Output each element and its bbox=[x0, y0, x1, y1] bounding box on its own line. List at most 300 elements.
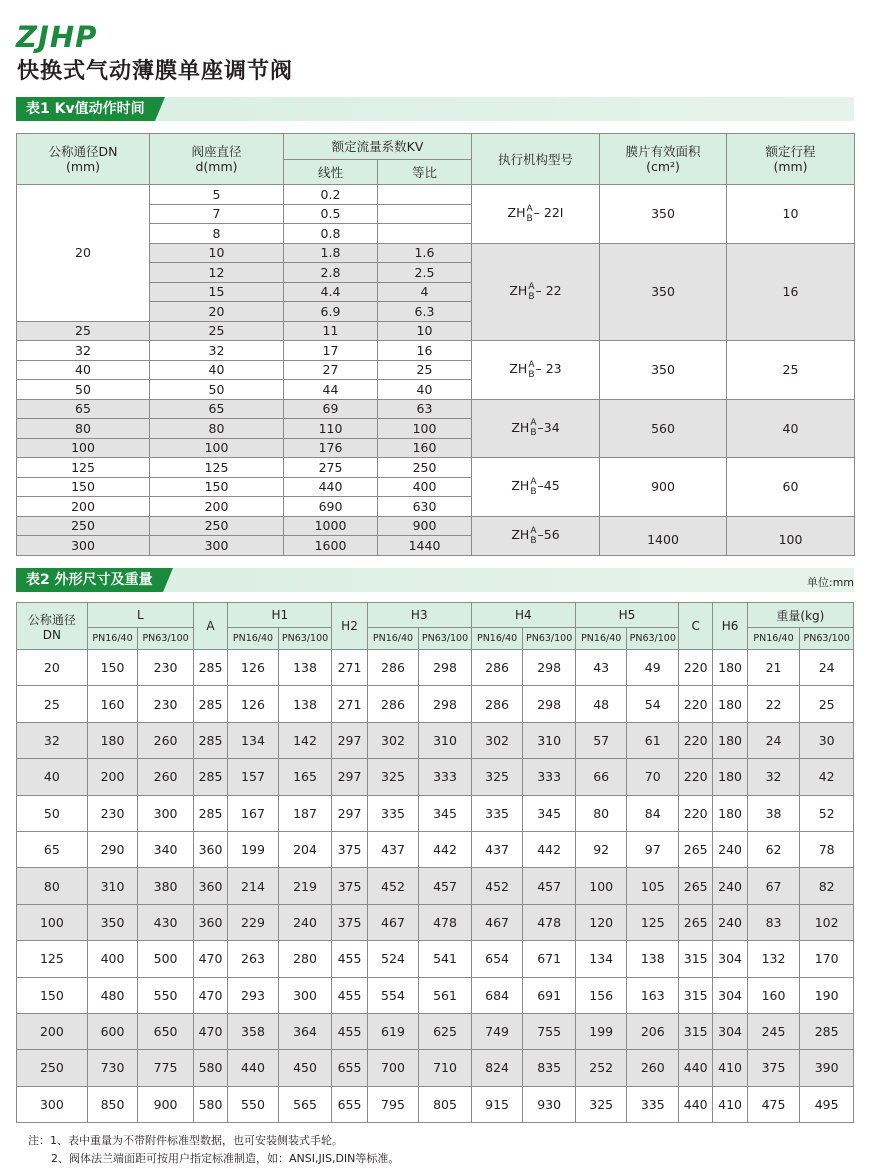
header-H4: H4 bbox=[471, 603, 575, 628]
cell-d: 300 bbox=[150, 536, 284, 556]
table-cell: 335 bbox=[471, 795, 523, 831]
table-cell: 600 bbox=[87, 1013, 138, 1049]
table-cell: 304 bbox=[713, 977, 747, 1013]
table-cell: 565 bbox=[278, 1086, 332, 1122]
subheader-pn63: PN63/100 bbox=[627, 628, 679, 650]
table-cell: 300 bbox=[138, 795, 194, 831]
table-cell: 835 bbox=[523, 1050, 576, 1086]
table-cell: 80 bbox=[17, 868, 88, 904]
table-cell: 470 bbox=[193, 977, 227, 1013]
header-dn: 公称通径 DN bbox=[17, 603, 88, 650]
table-cell: 580 bbox=[193, 1086, 227, 1122]
table-cell: 204 bbox=[278, 831, 332, 867]
table-cell: 83 bbox=[747, 904, 800, 940]
table-cell: 285 bbox=[193, 722, 227, 758]
cell-area: 350 bbox=[600, 185, 727, 244]
cell-eq: 16 bbox=[378, 341, 472, 361]
cell-dn: 20 bbox=[17, 185, 150, 322]
table-cell: 290 bbox=[87, 831, 138, 867]
table-cell: 97 bbox=[627, 831, 679, 867]
header-H2: H2 bbox=[332, 603, 367, 650]
cell-dn: 200 bbox=[17, 497, 150, 517]
table-cell: 302 bbox=[367, 722, 419, 758]
table-cell: 240 bbox=[713, 868, 747, 904]
table-cell: 285 bbox=[800, 1013, 854, 1049]
table-cell: 315 bbox=[679, 941, 713, 977]
table-cell: 900 bbox=[138, 1086, 194, 1122]
cell-lin: 69 bbox=[284, 399, 378, 419]
table-row bbox=[17, 977, 854, 1013]
table-cell: 524 bbox=[367, 941, 419, 977]
table-cell: 452 bbox=[367, 868, 419, 904]
table-cell: 304 bbox=[713, 941, 747, 977]
table-cell: 440 bbox=[679, 1086, 713, 1122]
cell-dn: 25 bbox=[17, 321, 150, 341]
cell-eq: 1440 bbox=[378, 536, 472, 556]
table-cell: 380 bbox=[138, 868, 194, 904]
table-cell: 302 bbox=[471, 722, 523, 758]
table-cell: 21 bbox=[747, 650, 800, 686]
table-cell: 700 bbox=[367, 1050, 419, 1086]
table-cell: 298 bbox=[523, 686, 576, 722]
cell-lin: 27 bbox=[284, 360, 378, 380]
cell-d: 7 bbox=[150, 204, 284, 224]
cell-eq: 100 bbox=[378, 419, 472, 439]
table-cell: 470 bbox=[193, 1013, 227, 1049]
table-cell: 52 bbox=[800, 795, 854, 831]
cell-d: 32 bbox=[150, 341, 284, 361]
subheader-pn63: PN63/100 bbox=[800, 628, 854, 650]
cell-d: 40 bbox=[150, 360, 284, 380]
table-cell: 157 bbox=[228, 759, 279, 795]
cell-area: 350 bbox=[600, 243, 727, 341]
table-cell: 150 bbox=[17, 977, 88, 1013]
header-A: A bbox=[193, 603, 227, 650]
cell-d: 50 bbox=[150, 380, 284, 400]
table-cell: 410 bbox=[713, 1086, 747, 1122]
cell-dn: 150 bbox=[17, 477, 150, 497]
table-cell: 240 bbox=[278, 904, 332, 940]
table-cell: 297 bbox=[332, 795, 367, 831]
table-row bbox=[17, 831, 854, 867]
table-cell: 360 bbox=[193, 904, 227, 940]
table-cell: 80 bbox=[575, 795, 627, 831]
table-row bbox=[17, 185, 855, 205]
cell-stroke: 16 bbox=[727, 243, 855, 341]
table-cell: 32 bbox=[747, 759, 800, 795]
kv-table bbox=[16, 133, 855, 556]
table-cell: 550 bbox=[228, 1086, 279, 1122]
subheader-pn16: PN16/40 bbox=[575, 628, 627, 650]
cell-lin: 6.9 bbox=[284, 302, 378, 322]
table-cell: 467 bbox=[471, 904, 523, 940]
table-cell: 286 bbox=[367, 686, 419, 722]
section-bar-table2 bbox=[16, 568, 854, 592]
table-cell: 126 bbox=[228, 686, 279, 722]
table-cell: 38 bbox=[747, 795, 800, 831]
table-cell: 265 bbox=[679, 868, 713, 904]
table-cell: 410 bbox=[713, 1050, 747, 1086]
subheader-pn16: PN16/40 bbox=[228, 628, 279, 650]
table-cell: 61 bbox=[627, 722, 679, 758]
table-cell: 824 bbox=[471, 1050, 523, 1086]
header-kv: 额定流量系数KV bbox=[284, 134, 472, 160]
table-cell: 480 bbox=[87, 977, 138, 1013]
header-equal: 等比 bbox=[378, 160, 472, 185]
table-cell: 32 bbox=[17, 722, 88, 758]
table-cell: 126 bbox=[228, 650, 279, 686]
cell-eq bbox=[378, 185, 472, 205]
table-cell: 300 bbox=[278, 977, 332, 1013]
table-cell: 467 bbox=[367, 904, 419, 940]
cell-d: 15 bbox=[150, 282, 284, 302]
table-cell: 298 bbox=[523, 650, 576, 686]
table-cell: 710 bbox=[419, 1050, 472, 1086]
cell-lin: 110 bbox=[284, 419, 378, 439]
table-cell: 252 bbox=[575, 1050, 627, 1086]
table-cell: 163 bbox=[627, 977, 679, 1013]
subheader-pn63: PN63/100 bbox=[419, 628, 472, 650]
table-cell: 749 bbox=[471, 1013, 523, 1049]
table-cell: 70 bbox=[627, 759, 679, 795]
table-cell: 310 bbox=[87, 868, 138, 904]
table-cell: 180 bbox=[713, 686, 747, 722]
table-cell: 335 bbox=[367, 795, 419, 831]
table-cell: 62 bbox=[747, 831, 800, 867]
table-cell: 132 bbox=[747, 941, 800, 977]
table-cell: 285 bbox=[193, 686, 227, 722]
table-cell: 263 bbox=[228, 941, 279, 977]
table-row bbox=[17, 341, 855, 361]
table-cell: 500 bbox=[138, 941, 194, 977]
table-cell: 180 bbox=[713, 722, 747, 758]
table-cell: 265 bbox=[679, 831, 713, 867]
table-cell: 437 bbox=[367, 831, 419, 867]
table-cell: 180 bbox=[713, 759, 747, 795]
cell-lin: 17 bbox=[284, 341, 378, 361]
cell-dn: 65 bbox=[17, 399, 150, 419]
header-C: C bbox=[679, 603, 713, 650]
table-cell: 214 bbox=[228, 868, 279, 904]
cell-d: 12 bbox=[150, 263, 284, 283]
table-cell: 550 bbox=[138, 977, 194, 1013]
table-cell: 333 bbox=[523, 759, 576, 795]
table-cell: 310 bbox=[523, 722, 576, 758]
table-cell: 25 bbox=[800, 686, 854, 722]
cell-eq bbox=[378, 204, 472, 224]
subheader-pn16: PN16/40 bbox=[471, 628, 523, 650]
table-cell: 775 bbox=[138, 1050, 194, 1086]
header-L: L bbox=[87, 603, 193, 628]
cell-dn: 50 bbox=[17, 380, 150, 400]
table-cell: 478 bbox=[523, 904, 576, 940]
table-cell: 655 bbox=[332, 1086, 367, 1122]
table-cell: 120 bbox=[575, 904, 627, 940]
table-cell: 360 bbox=[193, 831, 227, 867]
cell-eq: 1.6 bbox=[378, 243, 472, 263]
table-cell: 49 bbox=[627, 650, 679, 686]
table-cell: 25 bbox=[17, 686, 88, 722]
subheader-pn63: PN63/100 bbox=[523, 628, 576, 650]
table-cell: 619 bbox=[367, 1013, 419, 1049]
header-area: 膜片有效面积 (cm²) bbox=[600, 134, 727, 185]
table-cell: 200 bbox=[87, 759, 138, 795]
cell-actuator-model: ZHA B–56 bbox=[472, 516, 600, 555]
dimension-table bbox=[16, 602, 854, 1123]
table-cell: 298 bbox=[419, 686, 472, 722]
table-cell: 142 bbox=[278, 722, 332, 758]
cell-lin: 1600 bbox=[284, 536, 378, 556]
table-row bbox=[17, 1013, 854, 1049]
table-cell: 230 bbox=[138, 650, 194, 686]
table-row bbox=[17, 399, 855, 419]
cell-dn: 32 bbox=[17, 341, 150, 361]
table-cell: 437 bbox=[471, 831, 523, 867]
table-cell: 271 bbox=[332, 686, 367, 722]
footnote-1: 注：1、表中重量为不带附件标准型数据，也可安装侧装式手轮。 bbox=[28, 1134, 343, 1147]
subheader-pn16: PN16/40 bbox=[87, 628, 138, 650]
table-cell: 495 bbox=[800, 1086, 854, 1122]
table-cell: 358 bbox=[228, 1013, 279, 1049]
cell-stroke: 25 bbox=[727, 341, 855, 400]
table-cell: 580 bbox=[193, 1050, 227, 1086]
table-cell: 200 bbox=[17, 1013, 88, 1049]
table-cell: 554 bbox=[367, 977, 419, 1013]
table-cell: 42 bbox=[800, 759, 854, 795]
cell-lin: 1.8 bbox=[284, 243, 378, 263]
header-dn: 公称通径DN (mm) bbox=[17, 134, 150, 185]
table-cell: 220 bbox=[679, 722, 713, 758]
table-cell: 187 bbox=[278, 795, 332, 831]
table-cell: 375 bbox=[747, 1050, 800, 1086]
table-cell: 286 bbox=[367, 650, 419, 686]
table-row bbox=[17, 516, 855, 536]
table-cell: 650 bbox=[138, 1013, 194, 1049]
cell-d: 200 bbox=[150, 497, 284, 517]
brand-logo: ZJHP bbox=[16, 20, 98, 54]
cell-dn: 80 bbox=[17, 419, 150, 439]
table-cell: 170 bbox=[800, 941, 854, 977]
table-cell: 100 bbox=[17, 904, 88, 940]
table-cell: 180 bbox=[87, 722, 138, 758]
table-cell: 285 bbox=[193, 759, 227, 795]
table-cell: 220 bbox=[679, 686, 713, 722]
table-cell: 22 bbox=[747, 686, 800, 722]
table-cell: 478 bbox=[419, 904, 472, 940]
footnotes bbox=[28, 1132, 399, 1168]
cell-actuator-model: ZHA B– 22 bbox=[472, 243, 600, 341]
table-cell: 315 bbox=[679, 977, 713, 1013]
table-cell: 285 bbox=[193, 795, 227, 831]
table-cell: 325 bbox=[367, 759, 419, 795]
unit-note: 单位:mm bbox=[806, 576, 854, 589]
cell-lin: 2.8 bbox=[284, 263, 378, 283]
cell-eq: 630 bbox=[378, 497, 472, 517]
table-cell: 450 bbox=[278, 1050, 332, 1086]
cell-actuator-model: ZHA B–34 bbox=[472, 399, 600, 458]
table-row bbox=[17, 941, 854, 977]
table-cell: 260 bbox=[138, 722, 194, 758]
table-cell: 452 bbox=[471, 868, 523, 904]
table-cell: 240 bbox=[713, 831, 747, 867]
table-cell: 795 bbox=[367, 1086, 419, 1122]
cell-eq: 250 bbox=[378, 458, 472, 478]
cell-actuator-model: ZHA B– 23 bbox=[472, 341, 600, 400]
page-title: 快换式气动薄膜单座调节阀 bbox=[17, 59, 294, 84]
table-cell: 30 bbox=[800, 722, 854, 758]
table-cell: 230 bbox=[138, 686, 194, 722]
table-cell: 470 bbox=[193, 941, 227, 977]
table-cell: 298 bbox=[419, 650, 472, 686]
table-cell: 50 bbox=[17, 795, 88, 831]
table-cell: 304 bbox=[713, 1013, 747, 1049]
cell-d: 8 bbox=[150, 224, 284, 244]
table-cell: 440 bbox=[228, 1050, 279, 1086]
table-cell: 66 bbox=[575, 759, 627, 795]
cell-dn: 250 bbox=[17, 516, 150, 536]
table-cell: 625 bbox=[419, 1013, 472, 1049]
table-row bbox=[17, 904, 854, 940]
cell-lin: 440 bbox=[284, 477, 378, 497]
cell-stroke: 60 bbox=[727, 458, 855, 517]
table-cell: 20 bbox=[17, 650, 88, 686]
table-cell: 325 bbox=[471, 759, 523, 795]
table-cell: 691 bbox=[523, 977, 576, 1013]
table-cell: 805 bbox=[419, 1086, 472, 1122]
cell-d: 65 bbox=[150, 399, 284, 419]
cell-lin: 0.2 bbox=[284, 185, 378, 205]
cell-dn: 300 bbox=[17, 536, 150, 556]
table-cell: 84 bbox=[627, 795, 679, 831]
table-cell: 138 bbox=[278, 686, 332, 722]
table-cell: 297 bbox=[332, 722, 367, 758]
table-cell: 240 bbox=[713, 904, 747, 940]
table-cell: 48 bbox=[575, 686, 627, 722]
table-cell: 297 bbox=[332, 759, 367, 795]
cell-d: 20 bbox=[150, 302, 284, 322]
table-cell: 271 bbox=[332, 650, 367, 686]
cell-actuator-model: ZHA B–45 bbox=[472, 458, 600, 517]
table-row bbox=[17, 1086, 854, 1122]
cell-lin: 11 bbox=[284, 321, 378, 341]
section-title-table1: 表1 Kv值动作时间 bbox=[16, 97, 155, 121]
table-cell: 199 bbox=[575, 1013, 627, 1049]
table-cell: 442 bbox=[419, 831, 472, 867]
table-cell: 390 bbox=[800, 1050, 854, 1086]
cell-lin: 176 bbox=[284, 438, 378, 458]
table-cell: 286 bbox=[471, 650, 523, 686]
table-cell: 400 bbox=[87, 941, 138, 977]
table-cell: 455 bbox=[332, 977, 367, 1013]
table-cell: 230 bbox=[87, 795, 138, 831]
table-cell: 350 bbox=[87, 904, 138, 940]
table-cell: 220 bbox=[679, 650, 713, 686]
header-stroke: 额定行程 (mm) bbox=[727, 134, 855, 185]
cell-stroke: 40 bbox=[727, 399, 855, 458]
table-cell: 180 bbox=[713, 650, 747, 686]
header-linear: 线性 bbox=[284, 160, 378, 185]
table-cell: 43 bbox=[575, 650, 627, 686]
cell-eq: 900 bbox=[378, 516, 472, 536]
cell-lin: 0.5 bbox=[284, 204, 378, 224]
table-cell: 375 bbox=[332, 868, 367, 904]
header-seat-diameter: 阀座直径 d(mm) bbox=[150, 134, 284, 185]
table-cell: 285 bbox=[193, 650, 227, 686]
cell-d: 25 bbox=[150, 321, 284, 341]
table-cell: 340 bbox=[138, 831, 194, 867]
table-cell: 229 bbox=[228, 904, 279, 940]
table-cell: 54 bbox=[627, 686, 679, 722]
cell-area: 900 bbox=[600, 458, 727, 517]
cell-lin: 1000 bbox=[284, 516, 378, 536]
table-cell: 57 bbox=[575, 722, 627, 758]
cell-eq: 6.3 bbox=[378, 302, 472, 322]
table-cell: 375 bbox=[332, 831, 367, 867]
table-cell: 260 bbox=[627, 1050, 679, 1086]
table-cell: 102 bbox=[800, 904, 854, 940]
header-weight: 重量(kg) bbox=[747, 603, 853, 628]
header-H1: H1 bbox=[228, 603, 332, 628]
table-row bbox=[17, 722, 854, 758]
table-row bbox=[17, 650, 854, 686]
cell-lin: 275 bbox=[284, 458, 378, 478]
cell-area: 560 bbox=[600, 399, 727, 458]
subheader-pn63: PN63/100 bbox=[278, 628, 332, 650]
table-cell: 250 bbox=[17, 1050, 88, 1086]
table-row bbox=[17, 1050, 854, 1086]
section-title-table2: 表2 外形尺寸及重量 bbox=[16, 568, 163, 592]
table-cell: 655 bbox=[332, 1050, 367, 1086]
cell-d: 150 bbox=[150, 477, 284, 497]
table-cell: 310 bbox=[419, 722, 472, 758]
cell-d: 250 bbox=[150, 516, 284, 536]
table-cell: 335 bbox=[627, 1086, 679, 1122]
table-cell: 850 bbox=[87, 1086, 138, 1122]
table-cell: 260 bbox=[138, 759, 194, 795]
table-cell: 65 bbox=[17, 831, 88, 867]
table-cell: 190 bbox=[800, 977, 854, 1013]
header-actuator: 执行机构型号 bbox=[472, 134, 600, 185]
header-H3: H3 bbox=[367, 603, 471, 628]
subheader-pn16: PN16/40 bbox=[747, 628, 800, 650]
table-cell: 199 bbox=[228, 831, 279, 867]
table-cell: 134 bbox=[575, 941, 627, 977]
table-cell: 105 bbox=[627, 868, 679, 904]
table-cell: 654 bbox=[471, 941, 523, 977]
table-cell: 40 bbox=[17, 759, 88, 795]
cell-eq bbox=[378, 224, 472, 244]
table-cell: 364 bbox=[278, 1013, 332, 1049]
table-cell: 457 bbox=[523, 868, 576, 904]
table-cell: 138 bbox=[278, 650, 332, 686]
cell-stroke: 100 bbox=[727, 516, 855, 555]
cell-dn: 40 bbox=[17, 360, 150, 380]
cell-eq: 400 bbox=[378, 477, 472, 497]
table-cell: 280 bbox=[278, 941, 332, 977]
table-cell: 245 bbox=[747, 1013, 800, 1049]
cell-lin: 690 bbox=[284, 497, 378, 517]
table-cell: 150 bbox=[87, 650, 138, 686]
table-cell: 475 bbox=[747, 1086, 800, 1122]
subheader-pn63: PN63/100 bbox=[138, 628, 194, 650]
table-cell: 219 bbox=[278, 868, 332, 904]
table-cell: 293 bbox=[228, 977, 279, 1013]
table-cell: 67 bbox=[747, 868, 800, 904]
header-H5: H5 bbox=[575, 603, 678, 628]
cell-eq: 40 bbox=[378, 380, 472, 400]
cell-eq: 25 bbox=[378, 360, 472, 380]
table-cell: 360 bbox=[193, 868, 227, 904]
